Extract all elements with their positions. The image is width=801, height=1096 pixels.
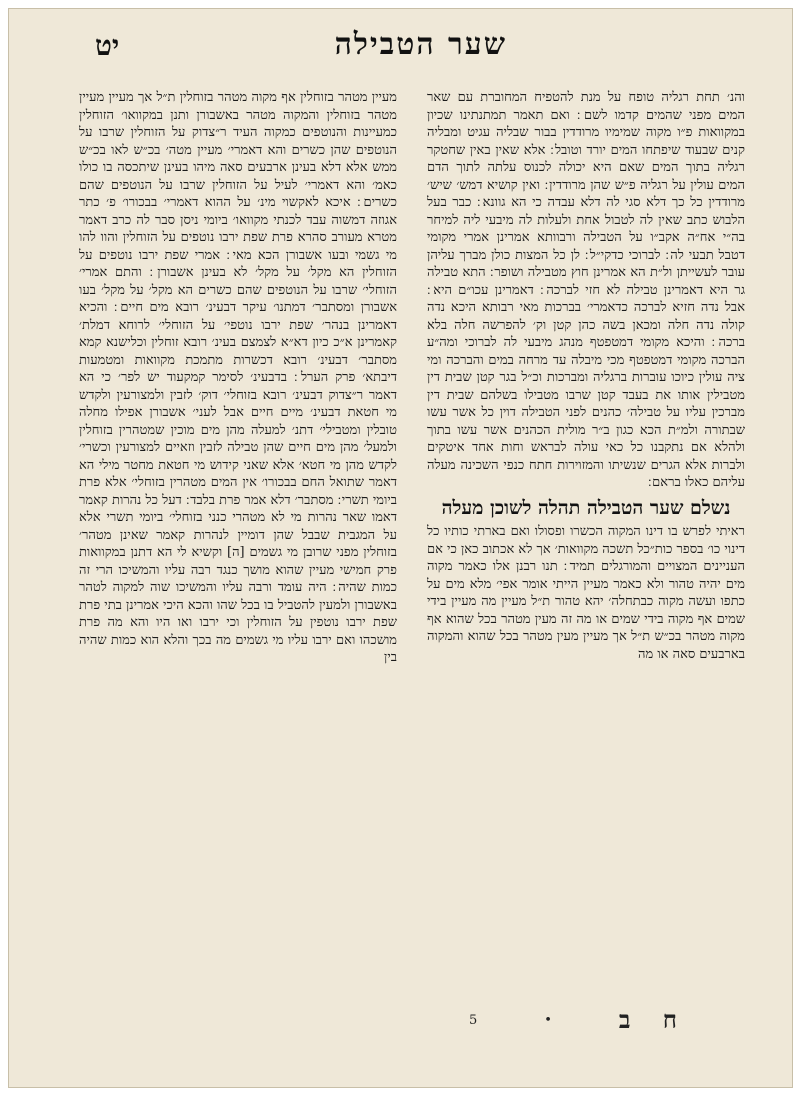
text-columns	[79, 89, 745, 989]
right-column-paragraph-1: והנ׳ תחת רגליה טופח על מנת להטפיח המחוברת עם שאר המים מפני שהמים קדמו לשם ׃ ואם תאמר תמתנתינו שכיון במקוואות פ״ו מקוה שמימיו מרודדין בבור שבליה עגיט ומבליה קנים שבעוד שיפתחו המים יורד וטובל ׃ אלא שאין באין שחטקר רגליה בתוך המים שאם היא יכולה לכנוס עלתה לתוך הדם המים עולין על רגליה פ״ש שהן מרודדין ׃ ואין קושיא דמש׳ שיש׳ מרודדין כל כך דלא סגי לה דלא עבדה כי הא גוונא ׃ כבר בעל הלבוש כתב שאין לה לטבול אחת ולעלות לה מיבעי ליה למיחר בה״י אח״ה אקב״ו על הטבילה ורבוותא אמרינן אמרי מקומי דטבל תבעי לה ׃ לברוכי כדקי״ל ׃ לן כל המצות כולן מברך עליהן עובר לעשייתן ול״ת הא אמרינן חוץ מטבילה ושופר ׃ התא טבילה גר היא דאמרינן טבילה לא חזי לברכה ׃ דאמרינן עכו״ם היא ׃ אבל נדה חזיא לברכה כדאמרי׳ בברכות מאי רבותא היכא נדה קולה נדה חלה ומכאן בשה כהן קטן וק׳ להפרשה חלה בלא ברכה ׃ והיכא מקומי דמטפטף מנהג מיבעי לה לברוכי ומה״ע הברכה מקומי דמטפטף מכי מיבלה עד מרחה במים והברכה ומי ציה עולין כיוכו עוברות ברגליה ומברכות וכ״ל בגר קטן שבית דין מטבילין אותו את בעבד קטן שרבו מטבילו בשלהם שבית דין מברכין עליו על טבילה׳ כהנים לפני הטבילה דוין כל אשר עשו שבתורה ולמ״ת הכא כגון ב״ר מולית הכהנים אשר עשו בתוך ולהלא אם נתקבנו כל כאי עולה לבראש וחות אחד איטקים ולברות אלא הגרים שנשיתו והמזוירות חתח כנפי השכינה מעלה עליהם כאלו בראם ׃	[427, 90, 745, 490]
page-footer	[469, 1005, 689, 1035]
right-column-paragraph-2: ראיתי לפרש בו דינו המקוה הכשרו ופסולו ואם בארתי כותיו כל דינוי כו׳ בספר כות״כל תשכה מקוואות׳ אך לא אכתוב כאן כי אם העניינים המצויים והמורגלים תמיד ׃ תנו רבנן אלו כאמר מקוה מים יהיה טהור ולא כאמר מעיין הייתי אומר אפי׳ מלא מים על כתפו ועשה מקוה כבתחלה׳ יהא טהור ת״ל מעיין מה מעיין בידי שמים אף מקוה בידי שמים או מה זה מעין מטהר בכל שהוא אף מקוה מטהר בכ״ש ת״ל אך מעיין מעין מטהר בכל שהוא והמקוה בארבעים סאה או מה	[427, 524, 745, 662]
book-page	[8, 8, 793, 1088]
running-title: שער הטבילה	[334, 27, 507, 62]
section-closing-title: נשלם שער הטבילה תהלה לשוכן מעלה	[441, 496, 731, 519]
page-header	[81, 27, 737, 71]
footer-signature-letters: ח ב	[618, 1005, 689, 1034]
left-column	[79, 89, 397, 989]
page-number: יט	[95, 29, 120, 62]
right-column	[427, 89, 745, 989]
footer-number: 5	[469, 1012, 478, 1028]
left-column-paragraph-1: מעיין מטהר בזוחלין אף מקוה מטהר בזוחלין ת״ל אך מעיין מעיין מטהר בזוחלין והמקוה מטהר באשבורן ותנן במקוואו׳ הזוחלין כמעיינות והנוטפים כמקוה העיד ר״צדוק על הזוחלין שרבו על הנוטפים שהן כשרים והא דאמרי׳ מעיין מטה׳ בכ״ש לאו בכ״ש ממש אלא דלא בעינן ארבעים סאה מיהו בעינן שיתכסה בו כולו כאמ׳ והא דאמרי׳ לעיל על הזוחלין שרבו על הנוטפים שהם כשרים ׃ איכא לאקשוי מינ׳ על ההוא דאמרי׳ בבכורו׳ פ׳ כתר אגוזה דמשוה עבד לכנתי מקוואו׳ ביומי ניסן סבר לה כרב דאמר מטרא מעורב סהרא פרת שפת ירבו נוטפים על הזוחלין והוו להו מי גשמי ובעו אשבורן הכא מאי ׃ אמרי שפת ירבו נוטפים על הזוחלין הא מקל׳ על מקל׳ לא בעינן אשבורן ׃ והתם אמרי׳ הזוחלי׳ שרבו על הנוטפים שהם כשרים הא מקל׳ על מקל׳ בעו אשבורן ומסתבר׳ דמתנו׳ עיקר דבעינ׳ רובא מים חיים ׃ והכיא דאמרינן בנהר׳ שפת ירבו נוטפי׳ על הזוחלי׳ לרוחא דמלת׳ קאמרינן א״כ כיון דא״א לצמצם בעינ׳ רובא זוחלין וכלישנא קמא מסתבר׳ דבעינ׳ רובא דכשרות מתמכת מקוואות ומטמעות דיבתא׳ פרק הערל ׃ בדבעינ׳ לסימר קמקעוד יש לפר׳ כי הא דאמר ר״צדוק דבעינ׳ רובא בזוחלי׳ דוק׳ לזבין ולמצורעין ולקדש מי חטאת דבעינ׳ מיים חיים אבל לעני׳ אשבורן אפילו מחלה טובלין ומטבילי׳ דתנ׳ למעלה מהן מים מוכין שמטהרין בזוחלין ולמעל׳ מהן מים חיים שהן טבילה לזבין וזאיים למצורעין וכשרי׳ לקדש מהן מי חטא׳ אלא שאני קידוש מי חטאת מחטר מילי הא דאמר שתואל החם בבכורו׳ אין המים מטהרין בזוחלי׳ אלא פרת ביומי תשרי ׃ מסתבר׳ דלא אמר פרת בלבד ׃ דעל כל נהרות קאמר דאמו שאר נהרות מי לא מטהרי כנני בזוחלי׳ ביומי תשרי אלא על המגבית שבבל שהן דומיין לנהרות קאמר שאינן מטהר׳ בזוחלין מפני שרובן מי גשמים [ה] וקשיא לי הא דתנן במקוואות פרק חמישי מעיין שהוא מושך כנגד רבה עליו והמשיכו הרי זה כמות שהיה ׃ היה עומד ורבה עליו והמשיכו שוה למקוה לטהר באשבורן ולמעין להטביל בו בכל שהו והכא היכי אמרינן בתי פרת שפת ירבו נוטפין על הזוחלין וכי ירבו ואו היו והא מה פרת מושכהו ואם ירבו עליו מי גשמים מה בכך והלא הוא כמות שהיה בין	[79, 90, 397, 665]
footer-bullet: •	[544, 1012, 552, 1028]
